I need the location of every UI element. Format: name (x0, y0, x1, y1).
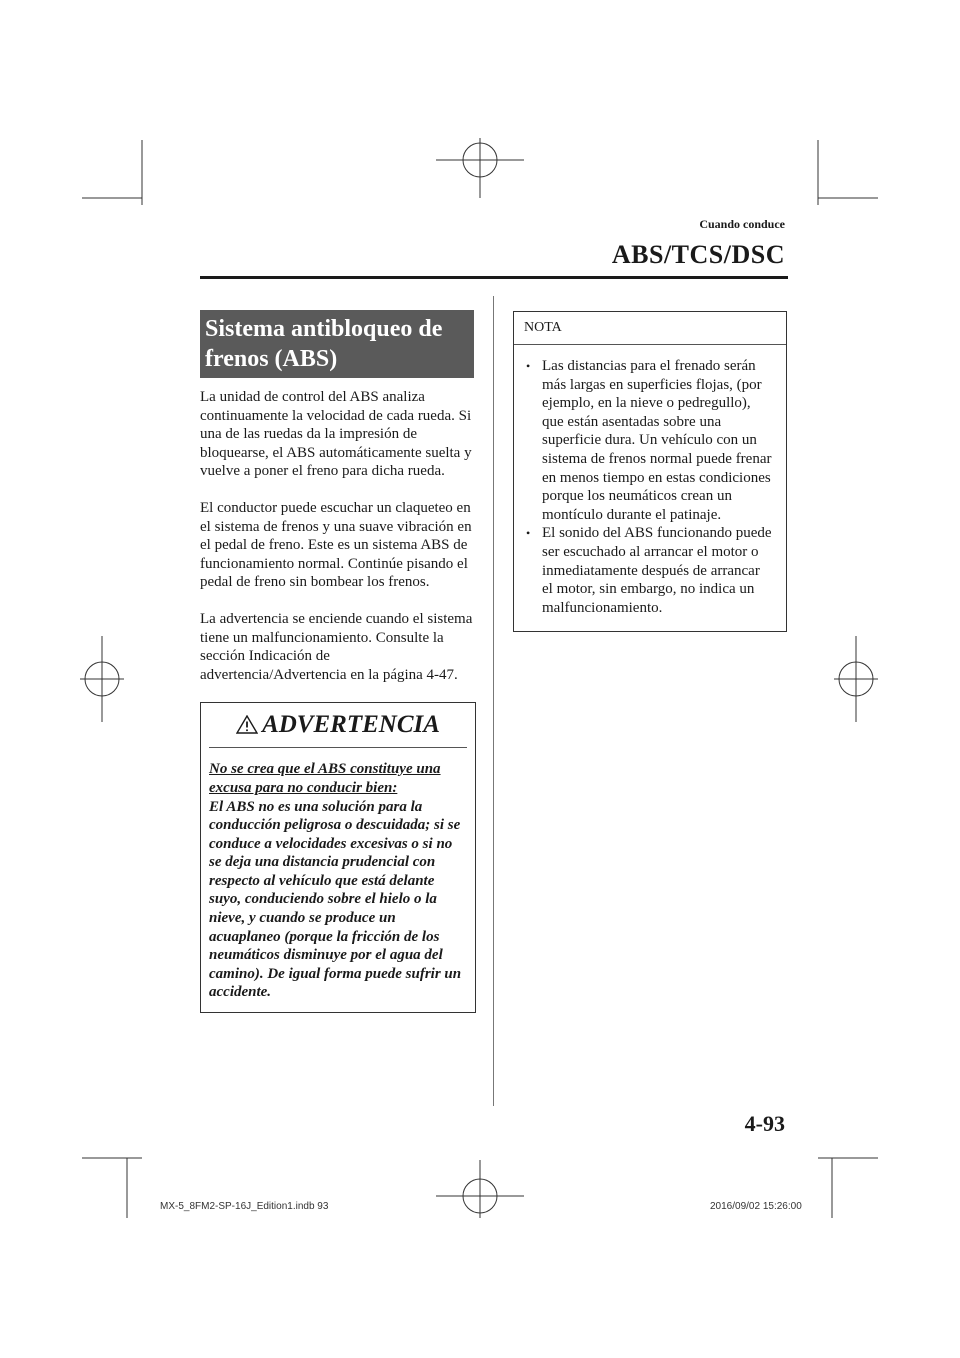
print-date-info: 2016/09/02 15:26:00 (710, 1201, 802, 1212)
main-column (200, 310, 476, 1013)
column-divider (493, 296, 494, 1106)
warning-triangle-icon (236, 715, 258, 734)
section-title: Sistema antibloqueo de frenos (ABS) (200, 310, 474, 378)
warning-lead: No se crea que el ABS constituye una excusa para no conducir bien: (209, 761, 441, 796)
header-rule (200, 276, 788, 279)
note-heading: NOTA (514, 312, 786, 345)
warning-box (200, 702, 476, 1013)
print-file-info: MX-5_8FM2-SP-16J_Edition1.indb 93 (160, 1201, 329, 1212)
warning-body: El ABS no es una solución para la conducción peligrosa o descuidada; si se conduce a velocidades excesivas o si no se deja una distancia prudencial con respecto al vehículo que está delante suyo, conduciendo sobre el hielo o la nieve, y cuando se produce un acuaplaneo (porque la fricción de los neumáticos disminuye por el agua del camino). De igual forma puede sufrir un accidente. (209, 798, 462, 1001)
body-paragraph: La unidad de control del ABS analiza continuamente la velocidad de cada rueda. Si una de las ruedas da la impresión de bloquearse, el ABS automáticamente suelta y vuelve a poner el freno para dicha rueda. (200, 389, 472, 480)
note-box (513, 311, 787, 632)
warning-heading: ADVERTENCIA (262, 711, 440, 739)
note-list (514, 345, 786, 631)
section-heading: ABS/TCS/DSC (611, 240, 785, 269)
note-item: • Las distancias para el frenado serán más largas en superficies flojas, (por ejemplo, en la nieve o pedregullo), que están asentadas sobre una superficie dura. Un vehículo con un sistema de frenos normal puede frenar en menos tiempo en estas condiciones porque los neumáticos crean un montículo durante el patinaje. (524, 357, 774, 524)
warning-header (209, 711, 467, 748)
body-paragraph: El conductor puede escuchar un claqueteo en el sistema de frenos y una suave vibración en el pedal de freno. Este es un sistema ABS de funcionamiento normal. Continúe pisando el pedal de freno sin bombear los frenos. (200, 499, 472, 591)
page-number: 4-93 (744, 1111, 785, 1136)
chapter-label: Cuando conduce (699, 217, 785, 231)
warning-text (209, 760, 467, 1002)
note-item: • El sonido del ABS funcionando puede ser escuchado al arrancar el motor o inmediatamente después de arrancar el motor, sin embargo, no indica un malfuncionamiento. (524, 524, 774, 617)
body-paragraph: La advertencia se enciende cuando el sistema tiene un malfuncionamiento. Consulte la sección Indicación de advertencia/Advertencia en la página 4-47. (200, 610, 473, 683)
